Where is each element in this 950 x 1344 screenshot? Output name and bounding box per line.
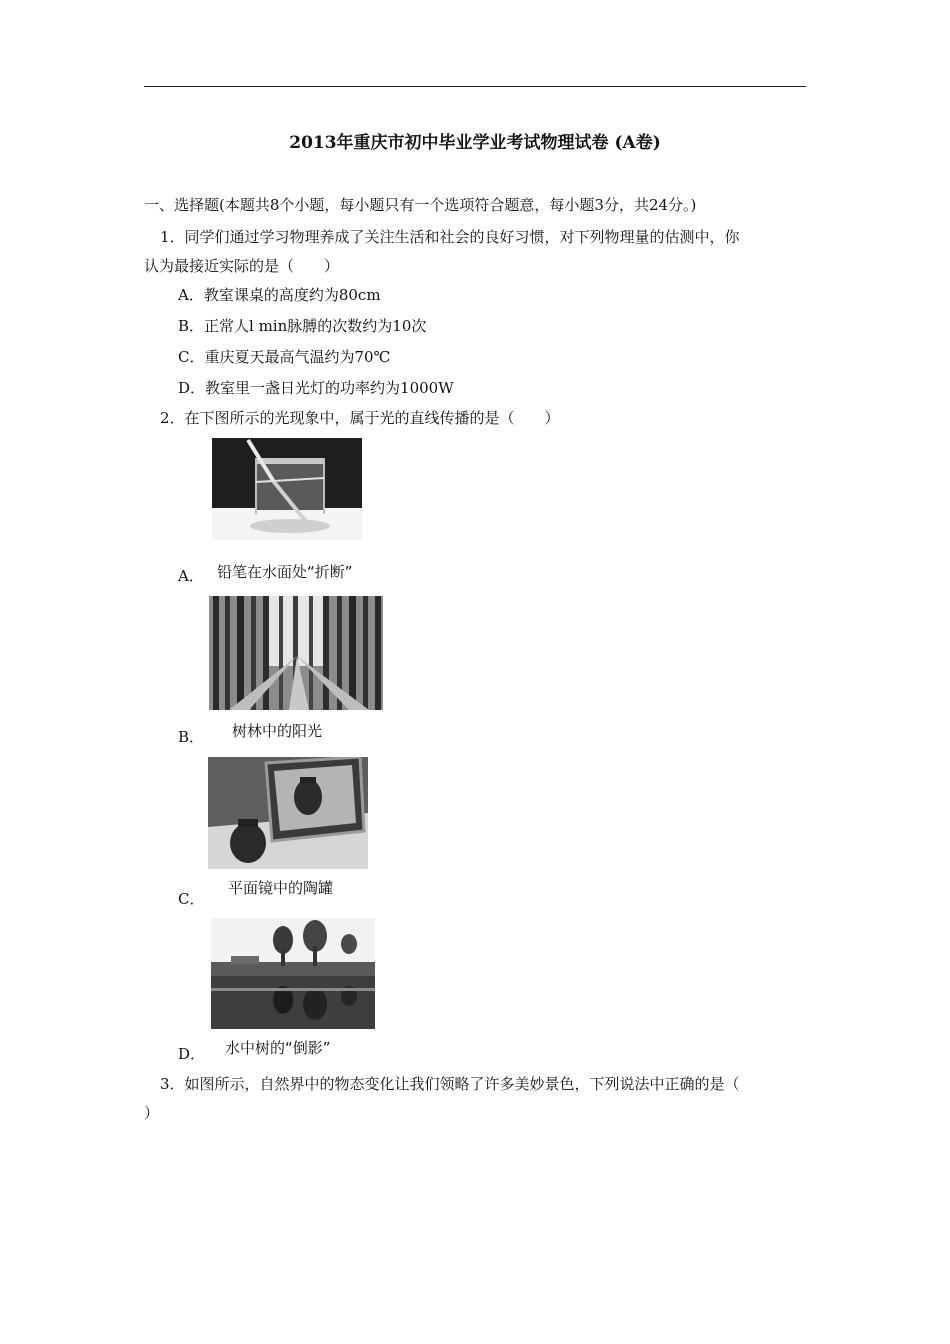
page-title: 2013年重庆市初中毕业学业考试物理试卷 (A卷) bbox=[289, 133, 661, 153]
q1-option-b: B．正常人l min脉膊的次数约为10次 bbox=[178, 317, 427, 335]
section-heading: 一、选择题(本题共8个小题，每小题只有一个选项符合题意，每小题3分，共24分。) bbox=[144, 196, 697, 214]
q1-option-a: A．教室课桌的高度约为80cm bbox=[178, 286, 381, 304]
header-rule bbox=[144, 86, 806, 87]
q2-option-b-letter: B． bbox=[178, 728, 205, 746]
q2-option-a-caption: 铅笔在水面处“折断” bbox=[217, 563, 353, 581]
q1-option-d: D．教室里一盏日光灯的功率约为1000W bbox=[178, 379, 454, 397]
q2-option-a-letter: A． bbox=[178, 567, 204, 585]
q3-stem-line1: 3．如图所示，自然界中的物态变化让我们领略了许多美妙景色，下列说法中正确的是（ bbox=[160, 1075, 740, 1093]
pencil-in-water-image bbox=[212, 438, 362, 540]
q2-option-c-caption: 平面镜中的陶罐 bbox=[228, 879, 334, 897]
q2-stem: 2．在下图所示的光现象中，属于光的直线传播的是（ ） bbox=[160, 409, 560, 427]
tree-reflection-image bbox=[211, 918, 375, 1029]
forest-sunlight-image bbox=[209, 596, 383, 710]
q2-option-c-letter: C． bbox=[178, 890, 205, 908]
q1-stem-line1: 1．同学们通过学习物理养成了关注生活和社会的良好习惯，对下列物理量的估测中，你 bbox=[160, 228, 740, 246]
mirror-pot-image bbox=[208, 757, 368, 869]
q2-option-b-caption: 树林中的阳光 bbox=[232, 722, 323, 740]
q2-option-d-caption: 水中树的“倒影” bbox=[225, 1039, 331, 1057]
q3-stem-line2: ） bbox=[144, 1104, 160, 1122]
q2-option-d-letter: D． bbox=[178, 1045, 206, 1063]
q1-stem-line2: 认为最接近实际的是（ ） bbox=[144, 257, 340, 275]
q1-option-c: C．重庆夏天最高气温约为70℃ bbox=[178, 348, 391, 366]
